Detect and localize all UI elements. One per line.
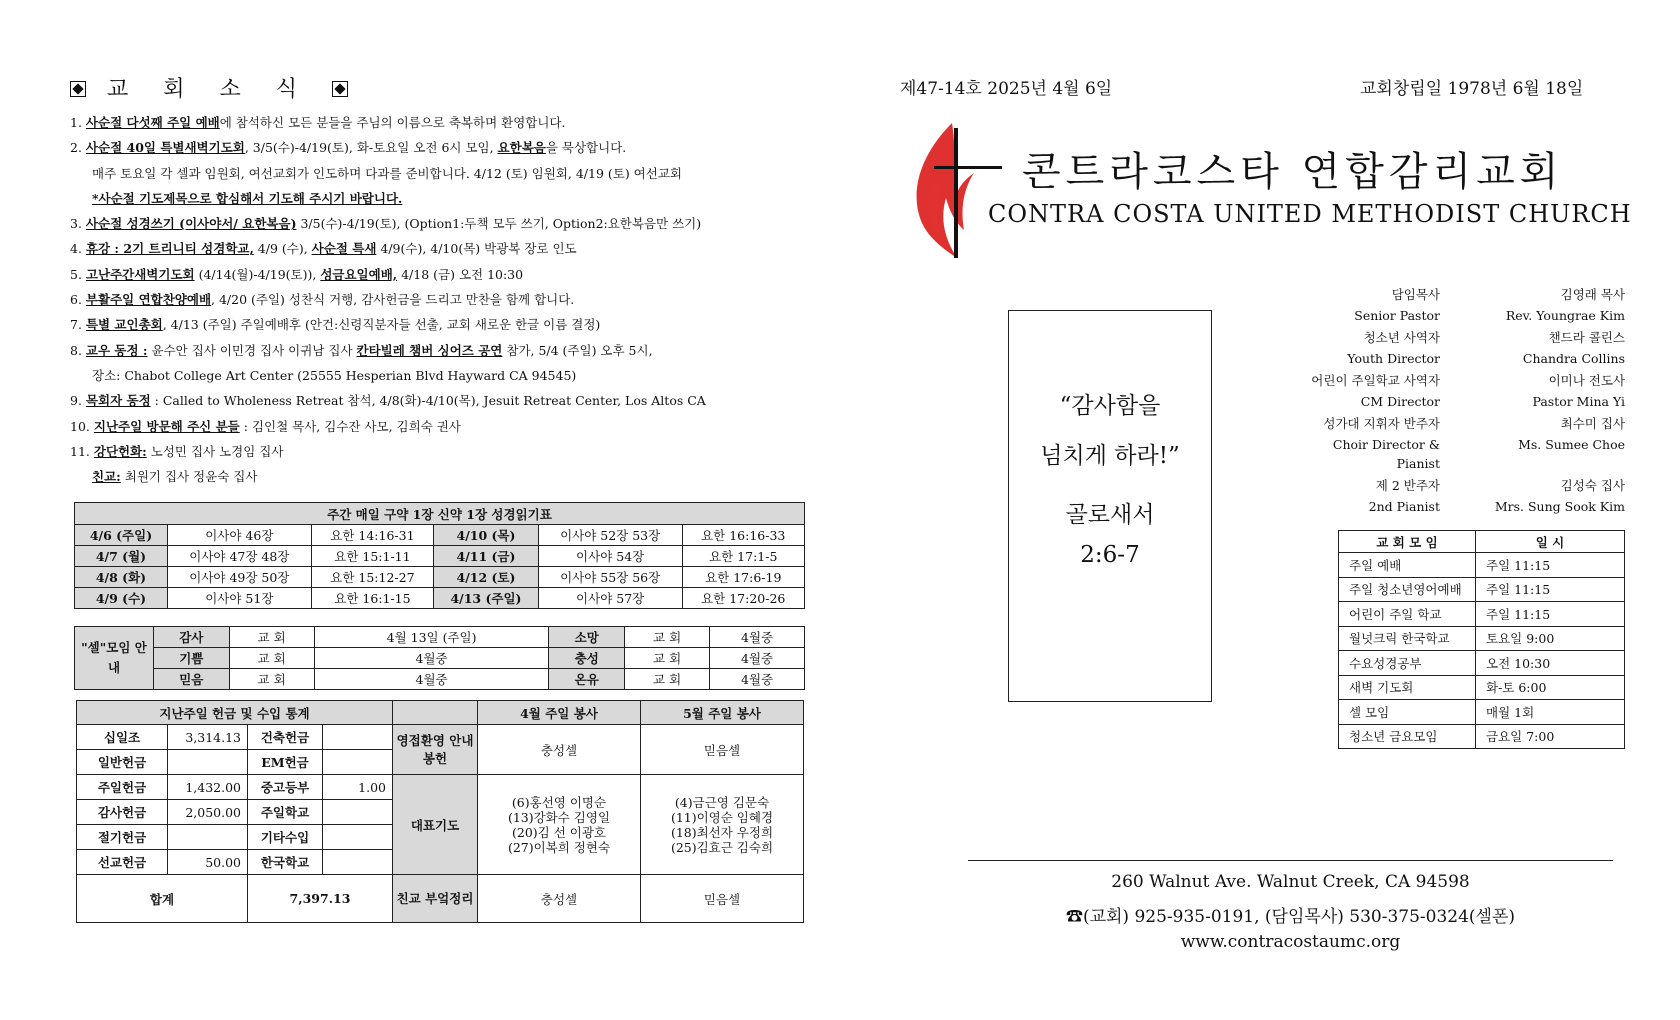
news-item	[70, 186, 810, 211]
offering-label: 절기헌금	[77, 825, 168, 850]
cell-meeting-cell: 기쁨	[154, 648, 230, 669]
reading-cell: 4/8 (화)	[75, 567, 168, 588]
staff-role: Youth Director	[1347, 351, 1440, 366]
news-item-text: 4/18 (금) 오전 10:30	[397, 266, 524, 282]
meeting-name: 주일 청소년영어예배	[1339, 577, 1476, 602]
staff-row	[1300, 392, 1625, 411]
news-item-number: 11.	[70, 443, 90, 459]
reading-cell: 요한 14:16-31	[311, 525, 433, 546]
reading-cell: 4/13 (주일)	[434, 588, 539, 609]
meeting-time: 매월 1회	[1476, 700, 1625, 725]
table-row	[1339, 553, 1625, 578]
church-logo-icon	[912, 118, 1007, 263]
meeting-name: 청소년 금요모임	[1339, 724, 1476, 749]
staff-name: 김성숙 집사	[1560, 478, 1625, 493]
reading-cell: 4/6 (주일)	[75, 525, 168, 546]
news-item-number: 1.	[70, 115, 82, 130]
staff-role: 청소년 사역자	[1363, 330, 1440, 345]
cell-meeting-cell: 교 회	[625, 648, 710, 669]
news-item-highlight: 사순절 성경쓰기 (이사야서/ 요한복음)	[85, 216, 297, 232]
footer-divider	[968, 860, 1613, 861]
offering-amount	[323, 800, 393, 825]
offering-label: 건축헌금	[248, 725, 323, 750]
offering-amount	[168, 750, 248, 775]
news-item-highlight: 고난주간새벽기도회	[85, 266, 195, 282]
meeting-name: 월넛크릭 한국학교	[1339, 626, 1476, 651]
greet-april: 충성셀	[478, 725, 641, 775]
cell-meeting-cell: 교 회	[229, 669, 314, 690]
reading-cell: 이사야 46장	[167, 525, 311, 546]
staff-role: 담임목사	[1391, 287, 1440, 302]
news-item	[70, 110, 810, 135]
news-item-highlight: 교우 동정 :	[85, 342, 148, 358]
table-row	[75, 669, 805, 690]
news-item	[70, 338, 810, 363]
cell-meeting-cell: 4월중	[314, 669, 549, 690]
news-item-text: , 4/13 (주일) 주일예배후 (안건:신령직분자들 선출, 교회 새로운 한글 이름 결정)	[162, 317, 601, 333]
offering-amount	[323, 850, 393, 875]
cell-meeting-cell: 4월중	[314, 648, 549, 669]
staff-row	[1300, 328, 1625, 347]
news-item-number: 9.	[70, 393, 82, 409]
news-item-number: 5.	[70, 266, 82, 282]
cell-meeting-cell: 교 회	[229, 648, 314, 669]
prayer-entry: (6)홍선영 이명순	[511, 794, 607, 810]
meeting-name: 주일 예배	[1339, 553, 1476, 578]
greet-label: 영접환영 안내봉헌	[393, 725, 478, 775]
offering-label: EM헌금	[248, 750, 323, 775]
offering-label: 주일학교	[248, 800, 323, 825]
meeting-time: 오전 10:30	[1476, 651, 1625, 676]
news-item-number: 6.	[70, 292, 82, 308]
staff-name: Chandra Collins	[1522, 351, 1625, 366]
fellowship-may: 믿음셀	[641, 875, 804, 923]
church-name-english: CONTRA COSTA UNITED METHODIST CHURCH	[988, 200, 1632, 228]
offering-label: 선교헌금	[77, 850, 168, 875]
fellowship-april: 충성셀	[478, 875, 641, 923]
table-row	[77, 775, 804, 800]
offering-amount: 3,314.13	[168, 725, 248, 750]
footer-address: 260 Walnut Ave. Walnut Creek, CA 94598	[1111, 872, 1470, 892]
staff-role: 제 2 반주자	[1375, 478, 1440, 493]
staff-name: Mrs. Sung Sook Kim	[1494, 499, 1625, 514]
meeting-time: 화-토 6:00	[1476, 675, 1625, 700]
table-row	[1339, 602, 1625, 627]
news-item-text: 을 묵상합니다.	[545, 140, 627, 156]
service-april-header: 4월 주일 봉사	[478, 701, 641, 725]
cell-meeting-cell: 교 회	[625, 627, 710, 648]
staff-role: 2nd Pianist	[1368, 499, 1440, 514]
staff-row	[1300, 306, 1625, 325]
offering-amount	[168, 825, 248, 850]
news-title: 교 회 소 식	[70, 72, 348, 103]
reading-cell: 요한 15:1-11	[311, 546, 433, 567]
offering-amount: 50.00	[168, 850, 248, 875]
news-item-text: 3/5(수)-4/19(토), (Option1:두책 모두 쓰기, Option2:요한복음만 쓰기)	[296, 216, 702, 232]
diamond-icon	[332, 81, 348, 97]
reading-cell: 4/9 (수)	[75, 588, 168, 609]
news-item-text: 에 참석하신 모든 분들을 주님의 이름으로 축복하며 환영합니다.	[219, 115, 566, 130]
staff-role: Senior Pastor	[1354, 308, 1440, 323]
news-item-number: 4.	[70, 241, 82, 257]
news-item	[70, 312, 810, 337]
news-item-highlight: 부활주일 연합찬양예배	[85, 292, 212, 308]
table-row	[75, 648, 805, 669]
verse-ref: 2:6-7	[1080, 542, 1140, 568]
staff-name: Rev. Youngrae Kim	[1505, 308, 1625, 323]
news-item-highlight: 특별 교인총회	[85, 317, 163, 333]
news-item	[70, 161, 810, 186]
table-row	[77, 701, 804, 725]
reading-cell: 이사야 57장	[538, 588, 682, 609]
offering-amount	[323, 725, 393, 750]
table-row	[77, 875, 804, 923]
table-row	[75, 546, 805, 567]
news-item-text: 윤수안 집사 이민경 집사 이귀남 집사	[147, 342, 357, 358]
cell-meeting-cell: 교 회	[625, 669, 710, 690]
offering-label: 감사헌금	[77, 800, 168, 825]
news-item-number: 10.	[70, 418, 90, 434]
news-item-number: 8.	[70, 342, 82, 358]
reading-cell: 요한 17:1-5	[682, 546, 804, 567]
meeting-time: 주일 11:15	[1476, 602, 1625, 627]
meetings-table	[1338, 530, 1625, 749]
staff-row	[1300, 435, 1625, 473]
church-name-korean: 콘트라코스타 연합감리교회	[1022, 149, 1564, 195]
cell-meeting-cell: 온유	[549, 669, 625, 690]
staff-row	[1300, 371, 1625, 390]
reading-cell: 이사야 49장 50장	[167, 567, 311, 588]
news-item-highlight: 사순절 40일 특별새벽기도회	[85, 140, 245, 156]
table-row	[1339, 700, 1625, 725]
prayer-entry: (11)이영순 임혜경	[670, 809, 774, 825]
cell-meeting-cell: 믿음	[154, 669, 230, 690]
staff-role: 어린이 주일학교 사역자	[1311, 373, 1440, 388]
reading-cell: 이사야 52장 53장	[538, 525, 682, 546]
footer-website[interactable]: www.contracostaumc.org	[1180, 932, 1401, 952]
staff-role: CM Director	[1360, 394, 1440, 409]
offering-service-table	[76, 700, 804, 923]
verse-quote-line1: “감사함을	[1059, 393, 1161, 419]
meeting-name: 새벽 기도회	[1339, 675, 1476, 700]
footer-phone: ☎(교회) 925-935-0191, (담임목사) 530-375-0324(셀폰)	[1065, 907, 1516, 927]
news-item-text: , 3/5(수)-4/19(토), 화-토요일 오전 6시 모임,	[244, 140, 498, 156]
offering-total: 7,397.13	[248, 875, 393, 923]
meeting-name: 셀 모임	[1339, 700, 1476, 725]
meeting-name: 어린이 주일 학교	[1339, 602, 1476, 627]
reading-cell: 4/12 (토)	[434, 567, 539, 588]
news-item	[70, 414, 810, 439]
verse-quote-line2: 넘치게 하라!”	[1040, 443, 1180, 469]
table-row	[77, 725, 804, 750]
news-item-text: (4/14(월)-4/19(토)),	[194, 266, 321, 282]
verse-book: 골로새서	[1065, 502, 1155, 528]
reading-cell: 4/11 (금)	[434, 546, 539, 567]
staff-row	[1300, 349, 1625, 368]
prayer-entry: (27)이복희 정현숙	[507, 839, 611, 855]
cell-meeting-cell: 4월중	[710, 648, 805, 669]
news-item-number: 7.	[70, 317, 82, 333]
cell-meeting-cell: 4월중	[710, 669, 805, 690]
staff-role: Choir Director & Pianist	[1332, 437, 1440, 471]
reading-cell: 이사야 55장 56장	[538, 567, 682, 588]
reading-cell: 요한 16:16-33	[682, 525, 804, 546]
news-item-text: 4/9 (수),	[253, 241, 312, 257]
staff-name: 김영래 목사	[1560, 287, 1625, 302]
news-item	[70, 363, 810, 388]
offering-label: 십일조	[77, 725, 168, 750]
offering-amount	[323, 750, 393, 775]
table-row	[1339, 577, 1625, 602]
meetings-header-time: 일 시	[1476, 531, 1625, 553]
staff-row	[1300, 414, 1625, 433]
news-item-text: 매주 토요일 각 셀과 임원회, 여선교회가 인도하며 다과를 준비합니다. 4/12 (토) 임원회, 4/19 (토) 여선교회	[92, 165, 682, 181]
staff-row	[1300, 497, 1625, 516]
news-item-text: 참가, 5/4 (주일) 오후 5시,	[502, 342, 653, 358]
news-item-text: : 김인철 목사, 김수잔 사모, 김희숙 권사	[239, 418, 461, 434]
reading-cell: 이사야 51장	[167, 588, 311, 609]
news-item-highlight: 휴강 : 2기 트리니티 성경학교,	[85, 241, 254, 257]
news-item-highlight: 사순절 특새	[311, 241, 377, 257]
offering-amount: 1,432.00	[168, 775, 248, 800]
prayer-entry: (20)김 선 이광호	[512, 824, 606, 840]
staff-row	[1300, 476, 1625, 495]
prayer-label: 대표기도	[393, 775, 478, 875]
news-item	[70, 464, 810, 489]
staff-name: Pastor Mina Yi	[1532, 394, 1625, 409]
issue-number: 제47-14호 2025년 4월 6일	[900, 79, 1113, 99]
news-list	[70, 110, 810, 489]
diamond-icon	[70, 81, 86, 97]
prayer-entry: (13)강화수 김영일	[507, 809, 611, 825]
cell-meeting-cell: 4월중	[710, 627, 805, 648]
prayer-entry: (18)최선자 우정희	[670, 824, 774, 840]
verse-box	[1008, 310, 1212, 702]
news-item-text: : Called to Wholeness Retreat 참석, 4/8(화)-4/10(목), Jesuit Retreat Center, Los Altos CA	[150, 393, 706, 409]
news-item-highlight: 칸타빌레 챔버 싱어즈 공연	[356, 342, 503, 358]
reading-cell: 요한 17:20-26	[682, 588, 804, 609]
news-item-highlight: 요한복음	[497, 140, 546, 156]
cell-meeting-cell: 교 회	[229, 627, 314, 648]
staff-row	[1300, 285, 1625, 304]
news-item	[70, 388, 810, 413]
news-item-highlight: 친교:	[92, 469, 121, 485]
meeting-name: 수요성경공부	[1339, 651, 1476, 676]
news-item-highlight: 사순절 다섯째 주일 예배	[85, 115, 220, 130]
news-item-text: 장소: Chabot College Art Center (25555 Hesperian Blvd Hayward CA 94545)	[92, 367, 577, 383]
prayer-entry: (25)김효근 김숙희	[670, 839, 774, 855]
prayer-may	[641, 775, 804, 875]
offering-label: 중고등부	[248, 775, 323, 800]
reading-title: 주간 매일 구약 1장 신약 1장 성경읽기표	[75, 503, 805, 525]
news-item-text: 노성민 집사 노경임 집사	[146, 443, 284, 459]
news-item-highlight: 지난주일 방문해 주신 분들	[93, 418, 240, 434]
service-may-header: 5월 주일 봉사	[641, 701, 804, 725]
table-row	[75, 525, 805, 546]
greet-may: 믿음셀	[641, 725, 804, 775]
cell-table	[74, 626, 805, 690]
reading-table	[74, 502, 805, 609]
staff-name: 이미나 전도사	[1548, 373, 1625, 388]
reading-cell: 요한 15:12-27	[311, 567, 433, 588]
staff-name: Ms. Sumee Choe	[1518, 437, 1625, 452]
news-item-text: 최원기 집사 정윤숙 집사	[120, 469, 258, 485]
prayer-entry: (4)금근영 김문숙	[674, 794, 770, 810]
meeting-time: 토요일 9:00	[1476, 626, 1625, 651]
news-item-highlight: 강단헌화:	[93, 443, 147, 459]
offering-amount: 2,050.00	[168, 800, 248, 825]
meeting-time: 금요일 7:00	[1476, 724, 1625, 749]
news-item-number: 2.	[70, 140, 82, 156]
offering-label: 일반헌금	[77, 750, 168, 775]
staff-list	[1300, 285, 1625, 519]
staff-name: 최수미 집사	[1560, 416, 1625, 431]
news-item-highlight: 성금요일예배,	[320, 266, 398, 282]
table-row	[1339, 626, 1625, 651]
table-row	[75, 567, 805, 588]
reading-cell: 이사야 54장	[538, 546, 682, 567]
news-item-text: , 4/20 (주일) 성찬식 거행, 감사헌금을 드리고 만찬을 함께 합니다.	[211, 292, 575, 308]
news-item	[70, 236, 810, 261]
reading-cell: 이사야 47장 48장	[167, 546, 311, 567]
news-item-text: 4/9(수), 4/10(목) 박광복 장로 인도	[376, 241, 577, 257]
reading-cell: 요한 16:1-15	[311, 588, 433, 609]
news-item	[70, 262, 810, 287]
table-row	[75, 627, 805, 648]
fellowship-label: 친교 부엌정리	[393, 875, 478, 923]
news-item-number: 3.	[70, 216, 82, 232]
prayer-april	[478, 775, 641, 875]
offering-amount	[323, 825, 393, 850]
news-item	[70, 135, 810, 160]
meeting-time: 주일 11:15	[1476, 577, 1625, 602]
cell-meeting-cell: 소망	[549, 627, 625, 648]
cell-label: "셀"모임 안내	[75, 627, 154, 690]
news-item	[70, 287, 810, 312]
offering-total-label: 합계	[77, 875, 248, 923]
founded-date: 교회창립일 1978년 6월 18일	[1360, 79, 1584, 99]
offering-label: 기타수입	[248, 825, 323, 850]
service-blank-header	[393, 701, 478, 725]
news-item-highlight: 목회자 동정	[85, 393, 151, 409]
table-row	[1339, 724, 1625, 749]
offering-label: 주일헌금	[77, 775, 168, 800]
reading-cell: 요한 17:6-19	[682, 567, 804, 588]
news-item	[70, 211, 810, 236]
staff-name: 챈드라 콜린스	[1548, 330, 1625, 345]
table-row	[75, 588, 805, 609]
cell-meeting-cell: 감사	[154, 627, 230, 648]
reading-cell: 4/7 (월)	[75, 546, 168, 567]
offering-label: 한국학교	[248, 850, 323, 875]
reading-cell: 4/10 (목)	[434, 525, 539, 546]
meetings-header-name: 교 회 모 임	[1339, 531, 1476, 553]
offering-title: 지난주일 헌금 및 수입 통계	[77, 701, 393, 725]
news-item	[70, 439, 810, 464]
cell-meeting-cell: 충성	[549, 648, 625, 669]
cell-meeting-cell: 4월 13일 (주일)	[314, 627, 549, 648]
offering-amount: 1.00	[323, 775, 393, 800]
table-row	[1339, 651, 1625, 676]
meeting-time: 주일 11:15	[1476, 553, 1625, 578]
news-item-highlight: *사순절 기도제목으로 합심해서 기도해 주시기 바랍니다.	[92, 190, 403, 206]
table-row	[1339, 675, 1625, 700]
staff-role: 성가대 지휘자 반주자	[1323, 416, 1440, 431]
